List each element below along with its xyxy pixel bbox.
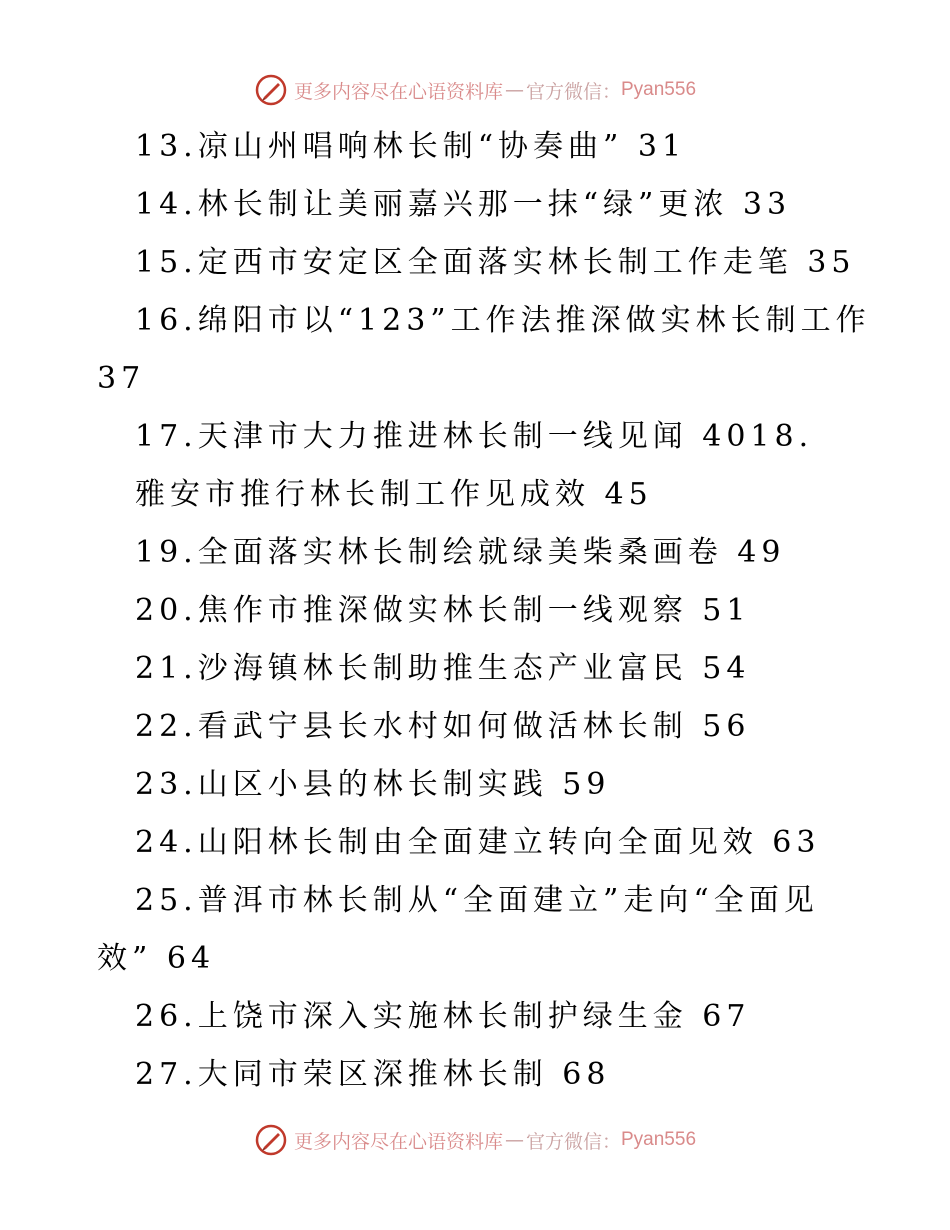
- toc-line: 14.林长制让美丽嘉兴那一抹“绿”更浓 33: [135, 187, 792, 222]
- watermark-banner-top: [0, 72, 950, 108]
- toc-line: 15.定西市安定区全面落实林长制工作走笔 35: [135, 245, 856, 280]
- toc-line: 21.沙海镇林长制助推生态产业富民 54: [135, 651, 751, 686]
- toc-line: 13.凉山州唱响林长制“协奏曲” 31: [135, 129, 687, 164]
- pen-logo-icon: [254, 1123, 288, 1157]
- watermark-separator: —: [504, 79, 524, 101]
- watermark-banner-bottom: [0, 1122, 950, 1158]
- toc-line: 16.绵阳市以“123”工作法推深做实林长制工作: [135, 303, 871, 338]
- toc-line: 17.天津市大力推进林长制一线见闻 4018.: [135, 419, 814, 454]
- toc-line: 雅安市推行林长制工作见成效 45: [135, 477, 653, 512]
- toc-line: 23.山区小县的林长制实践 59: [135, 767, 611, 802]
- watermark-label: 官方微信：: [525, 1130, 621, 1153]
- pen-logo-icon: [254, 73, 288, 107]
- watermark-label: 官方微信：: [525, 80, 621, 103]
- toc-line: 22.看武宁县长水村如何做活林长制 56: [135, 709, 751, 744]
- toc-line-continuation: 效” 64: [97, 941, 216, 976]
- toc-line: 24.山阳林长制由全面建立转向全面见效 63: [135, 825, 821, 860]
- toc-line: 20.焦作市推深做实林长制一线观察 51: [135, 593, 751, 628]
- watermark-separator: —: [504, 1129, 524, 1151]
- toc-line: 26.上饶市深入实施林长制护绿生金 67: [135, 999, 751, 1034]
- watermark-id: Pyan556: [621, 1129, 697, 1150]
- toc-line: 27.大同市荣区深推林长制 68: [135, 1057, 611, 1092]
- watermark-text: 更多内容尽在心语资料库: [293, 80, 503, 103]
- toc-line: 25.普洱市林长制从“全面建立”走向“全面见: [135, 883, 819, 918]
- watermark-id: Pyan556: [621, 79, 697, 100]
- watermark-text: 更多内容尽在心语资料库: [293, 1130, 503, 1153]
- toc-line: 19.全面落实林长制绘就绿美柴桑画卷 49: [135, 535, 786, 570]
- toc-line-continuation: 37: [97, 361, 146, 396]
